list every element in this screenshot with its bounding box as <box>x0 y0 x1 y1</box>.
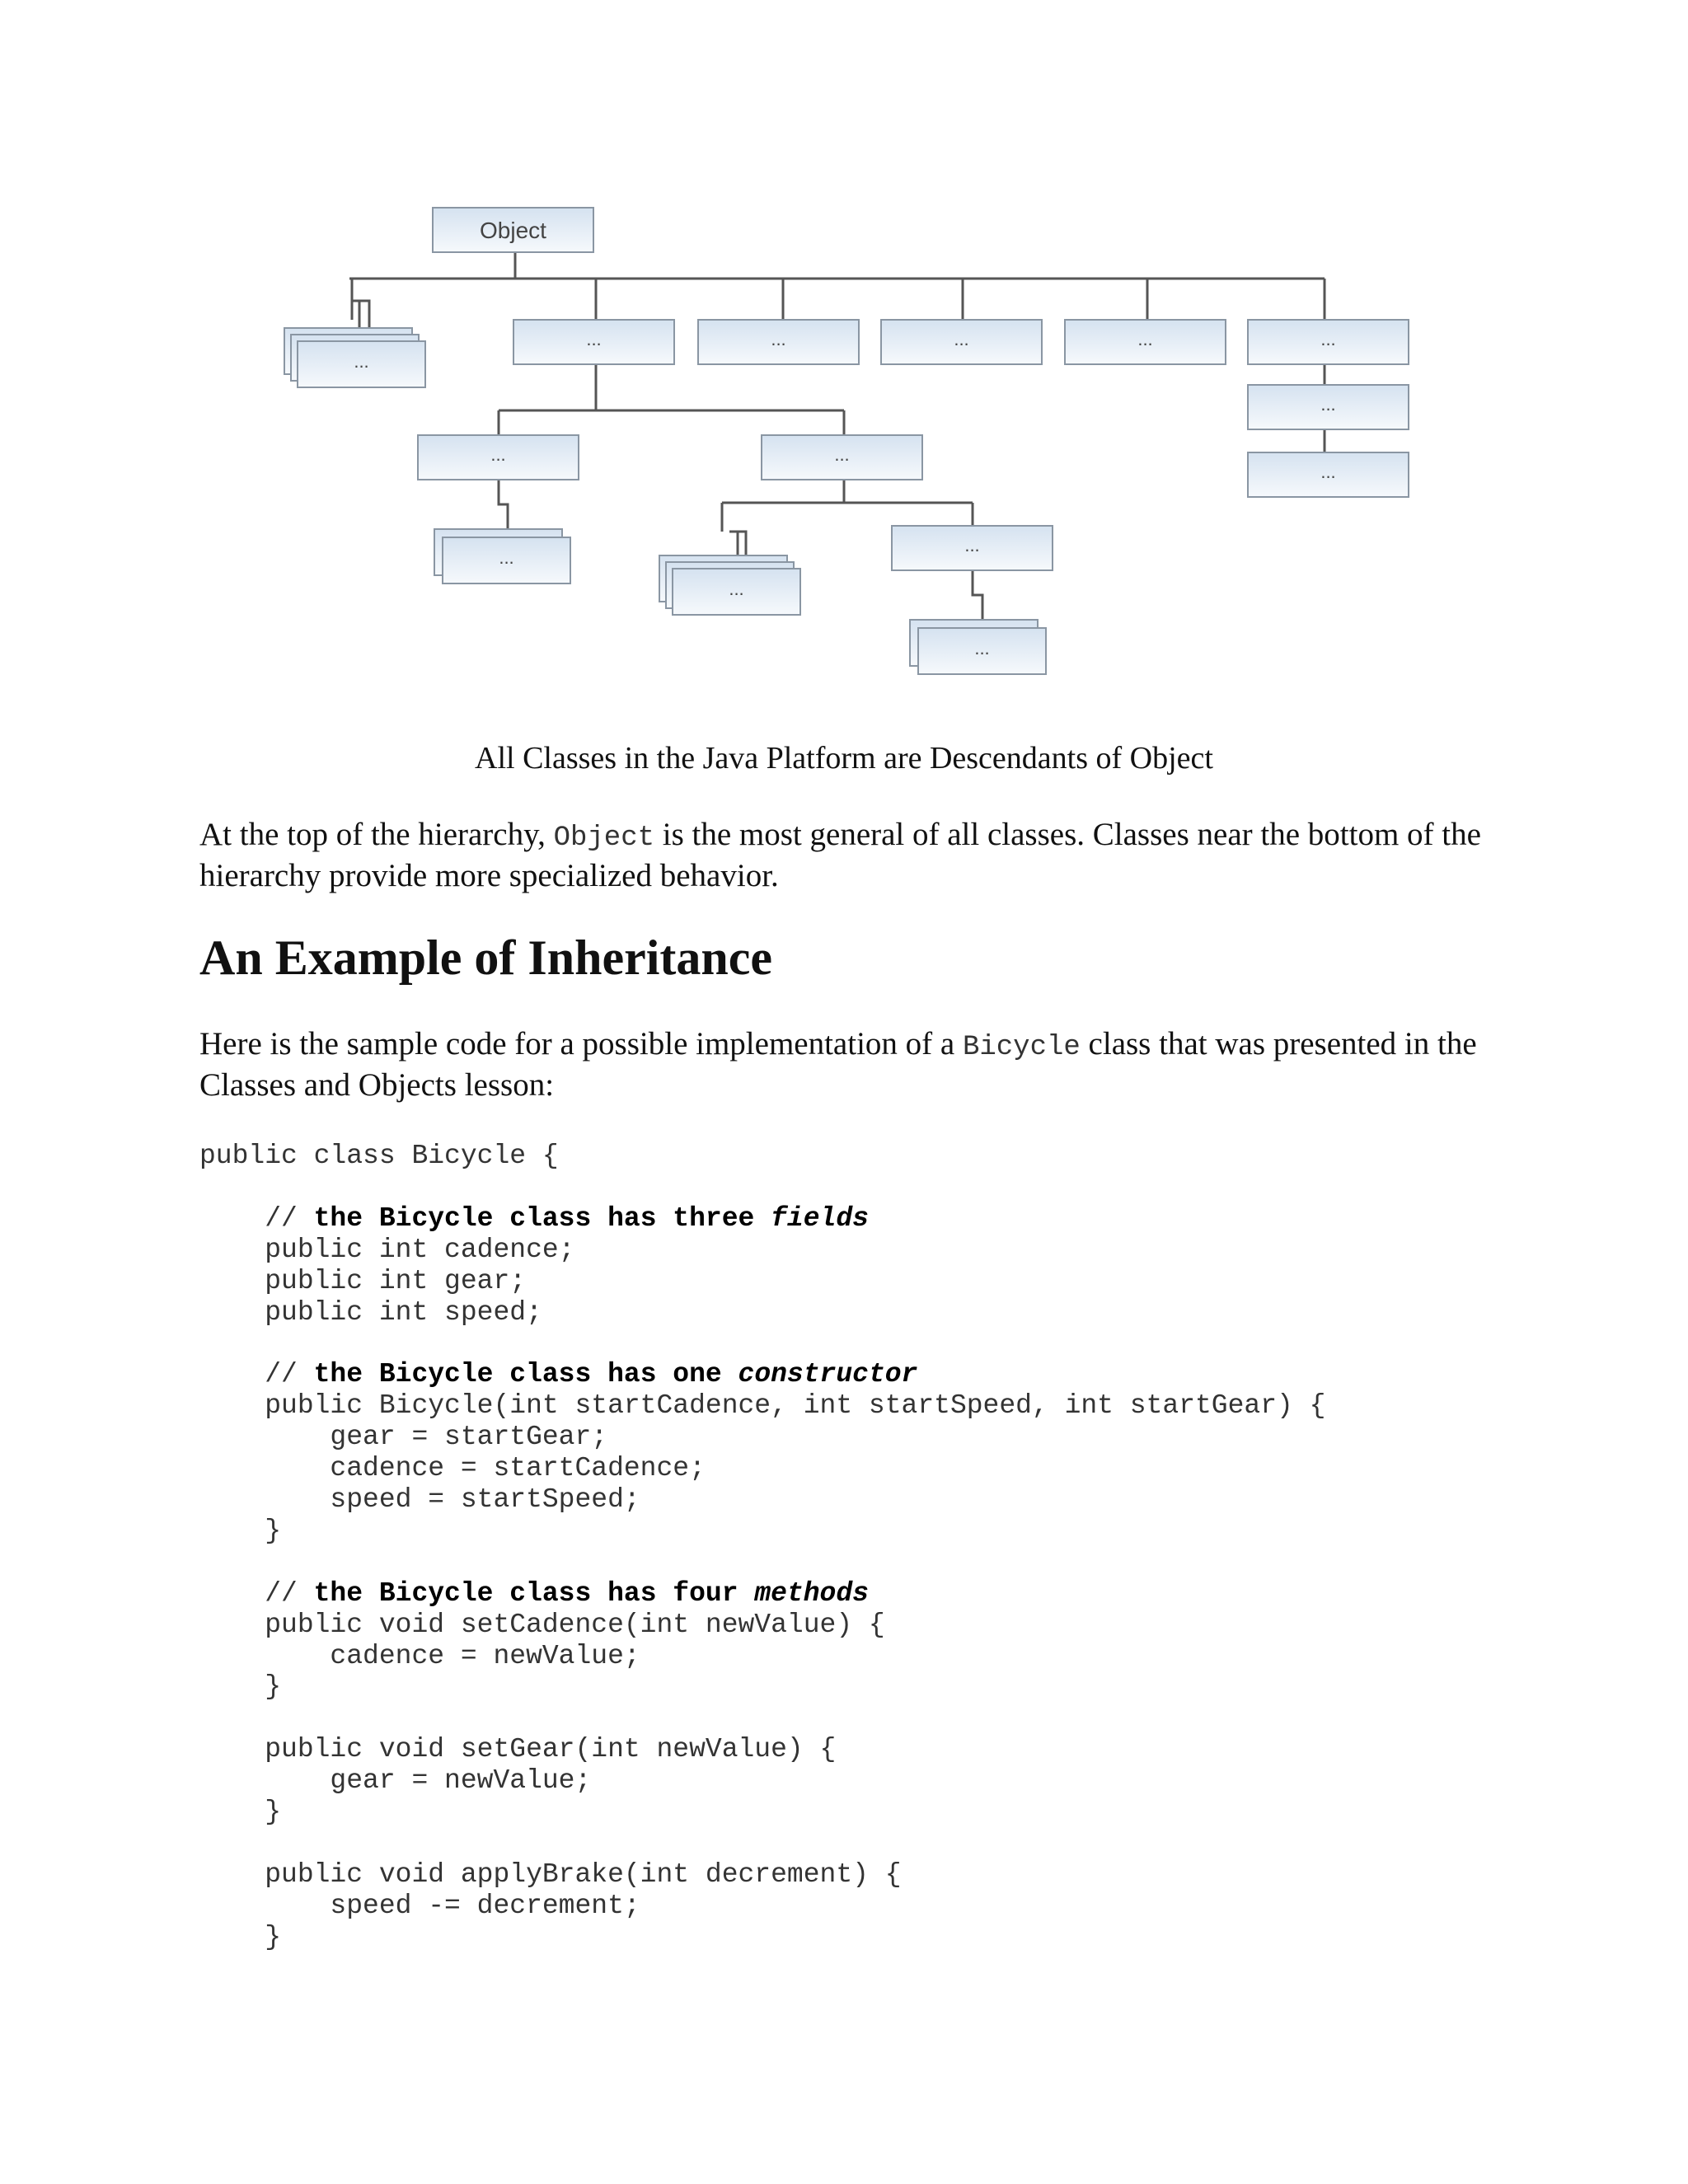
svg-text:...: ... <box>354 351 369 372</box>
code-line: gear = startGear; <box>199 1422 608 1453</box>
class-node-stack <box>298 341 425 387</box>
class-hierarchy-diagram <box>0 0 1688 709</box>
code-line: cadence = startCadence; <box>199 1453 706 1484</box>
svg-text:...: ... <box>490 444 506 465</box>
intro-paragraph <box>199 816 1518 894</box>
svg-text:...: ... <box>954 329 969 349</box>
code-line: gear = newValue; <box>199 1765 592 1797</box>
svg-text:...: ... <box>1320 462 1336 482</box>
inline-code-bicycle: Bicycle <box>962 1032 1081 1063</box>
class-node <box>1248 452 1409 497</box>
svg-text:...: ... <box>499 547 514 568</box>
paragraph-text: is the most general of all classes. Classes near the bottom of the hierarchy provide more specialized behavior. <box>199 817 1481 893</box>
class-node <box>1248 320 1409 364</box>
class-node <box>762 435 922 480</box>
code-line: cadence = newValue; <box>199 1640 640 1671</box>
code-line: public Bicycle(int startCadence, int startSpeed, int startGear) { <box>199 1390 1326 1422</box>
class-node <box>513 320 674 364</box>
class-node-stack <box>918 628 1046 674</box>
class-node <box>698 320 859 364</box>
class-node <box>892 526 1053 570</box>
code-line: } <box>199 1671 282 1703</box>
code-line: public int gear; <box>199 1265 527 1296</box>
paragraph-text: At the top of the hierarchy, <box>199 817 554 852</box>
inline-code-object: Object <box>553 823 654 854</box>
svg-text:...: ... <box>729 579 744 599</box>
svg-text:Object: Object <box>480 217 546 243</box>
code-block <box>199 1141 1325 1953</box>
section-heading: An Example of Inheritance <box>199 930 772 985</box>
code-comment: // the Bicycle class has one constructor <box>199 1359 918 1390</box>
figure-caption: All Classes in the Java Platform are Descendants of Object <box>475 741 1213 776</box>
code-line: } <box>199 1797 282 1828</box>
code-line: public class Bicycle { <box>199 1141 559 1171</box>
svg-text:...: ... <box>1320 329 1336 349</box>
svg-text:...: ... <box>1320 394 1336 415</box>
class-node-stack <box>673 569 800 615</box>
paragraph-text: Here is the sample code for a possible implementation of a <box>199 1026 963 1062</box>
svg-text:...: ... <box>974 638 990 658</box>
svg-text:...: ... <box>1137 329 1153 349</box>
example-paragraph <box>199 1025 1518 1104</box>
code-line: } <box>199 1515 282 1546</box>
paragraph-text: class that was presented in the Classes and Objects lesson: <box>199 1026 1477 1103</box>
code-line: public void setCadence(int newValue) { <box>199 1609 885 1640</box>
class-node <box>1065 320 1226 364</box>
code-line: speed -= decrement; <box>199 1890 640 1921</box>
class-node-stack <box>443 537 570 583</box>
class-node <box>881 320 1042 364</box>
class-node <box>418 435 579 480</box>
code-line: public void applyBrake(int decrement) { <box>199 1858 902 1890</box>
class-node <box>1248 385 1409 429</box>
svg-text:...: ... <box>771 329 786 349</box>
svg-text:...: ... <box>964 535 980 555</box>
object-root-node <box>433 208 593 252</box>
code-line: public int cadence; <box>199 1234 575 1265</box>
code-line: } <box>199 1921 282 1952</box>
code-line: public void setGear(int newValue) { <box>199 1734 837 1765</box>
svg-text:...: ... <box>834 444 850 465</box>
svg-text:...: ... <box>586 329 602 349</box>
code-line: speed = startSpeed; <box>199 1483 640 1515</box>
code-line: public int speed; <box>199 1296 542 1328</box>
code-comment: // the Bicycle class has four methods <box>199 1577 869 1609</box>
code-comment: // the Bicycle class has three fields <box>199 1202 869 1234</box>
